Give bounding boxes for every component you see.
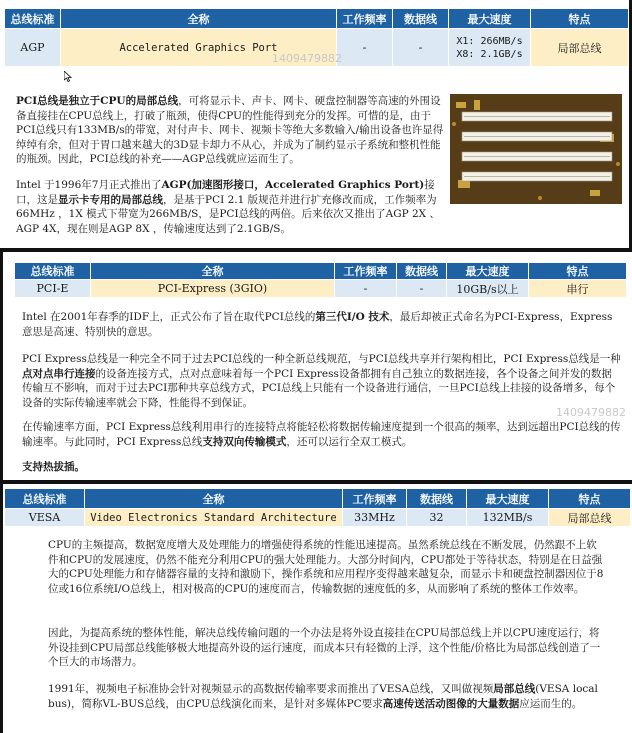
cell-frequency: - — [337, 29, 393, 67]
header-feature: 特点 — [531, 9, 629, 29]
agp-p2-b: AGP(加速图形接口，Accelerated Graphics Port) — [161, 179, 425, 191]
cell-frequency: - — [335, 280, 397, 298]
watermark: 1409479882 — [272, 52, 342, 65]
cell-frequency: 33MHz — [343, 509, 407, 527]
pcie-p1-a: Intel 在2001年春季的IDF上，正式公布了旨在取代PCI总线的 — [22, 311, 316, 323]
cell-data-lines: 32 — [407, 509, 467, 527]
pcie-spec-table — [14, 262, 627, 298]
pcie-panel — [0, 252, 632, 480]
pcie-p1-c: ，最后却被正式命名为PCI-Express，Express 意思是高速、特别快的意思。 — [22, 311, 613, 338]
header-frequency: 工作频率 — [335, 263, 397, 280]
pcie-p2-c: 的设备连接方式，点对点意味着每一个PCI Express设备都拥有自己独立的数据连接，各个设备之间并发的数据传输互不影响，而对于过去PCI那种共享总线方式，PCI总线上只能有一个设备进行通信，一旦PCI总线上挂接的设备增多，每个设备的实际传输速率就会下降，性能得不到保证。 — [22, 367, 616, 409]
header-data-lines: 数据线 — [393, 9, 449, 29]
pcie-p3-b: 支持双向传输模式 — [202, 435, 287, 448]
cell-bus-standard: AGP — [5, 29, 61, 67]
header-frequency: 工作频率 — [337, 9, 393, 29]
header-max-speed: 最大速度 — [447, 263, 529, 280]
agp-p2-a: Intel 于1996年7月正式推出了 — [16, 179, 162, 191]
cell-full-name: Accelerated Graphics Port — [61, 29, 337, 67]
cell-feature: 串行 — [529, 280, 627, 298]
cell-data-lines: - — [393, 29, 449, 67]
header-bus-standard: 总线标准 — [5, 489, 85, 509]
agp-paragraph-1 — [16, 94, 444, 167]
pcie-p1-b: 第三代I/O 技术 — [315, 311, 390, 323]
header-data-lines: 数据线 — [407, 489, 467, 509]
cell-full-name: Video Electronics Standard Architecture — [85, 509, 343, 527]
cell-max-speed: 10GB/s以上 — [447, 280, 529, 298]
header-frequency: 工作频率 — [343, 489, 407, 509]
agp-paragraph-2 — [16, 178, 444, 236]
cell-bus-standard: VESA — [5, 509, 85, 527]
panel-border — [0, 252, 3, 480]
pcie-paragraph-3 — [22, 420, 622, 449]
vesa-p1: CPU的主频提高，数据宽度增大及处理能力的增强使得系统的性能迅速提高。虽然系统总线在不断发展，仍然跟不上软件和CPU的发展速度，仍然不能充分利用CPU的强大处理能力。大部分时间内，CPU都处于等待状态，特别是在日益强大的CPU处理能力和存储器容量的支持和激励下，操作系统和应用程序变得越来越复杂，而显示卡和硬盘控制器因位于8位或16位系统I/O总线上，相对极高的CPU的速度而言，传输数据的速度低的多，从而影响了系统的整体工作效率。 — [48, 539, 604, 595]
vesa-p2: 因此，为提高系统的整体性能，解决总线传输问题的一个办法是将外设直接挂在CPU局部总线上并以CPU速度运行，将外设挂到CPU局部总线能够极大地提高外设的运行速度，而成本只有轻微的上浮，这个性能/价格比为局部总线创造了一个巨大的市场潜力。 — [48, 627, 601, 668]
pcie-p2-a: PCI Express总线是一种完全不同于过去PCI总线的一种全新总线规范，与PCI总线共享并行架构相比，PCI Express总线是一种 — [22, 353, 621, 365]
watermark: 1409479882 — [556, 406, 626, 419]
vesa-p3-b: 局部总线 — [493, 683, 536, 695]
agp-p2-d: 显示卡专用的局部总线 — [58, 193, 163, 206]
pcie-paragraph-1 — [22, 310, 622, 339]
pcie-p3-c: ，还可以运行全双工模式。 — [286, 435, 413, 448]
pcie-p3-a: 在传输速率方面，PCI Express总线利用串行的连接特点将能轻松将数据传输速度提到一个很高的频率，达到远超出PCI总线的传输速率。与此同时，PCI Express总线 — [22, 421, 621, 448]
vesa-p3-a: 1991年，视频电子标准协会针对视频显示的高数据传输率要求而推出了VESA总线，又叫做视频 — [48, 683, 494, 695]
cell-data-lines: - — [397, 280, 447, 298]
speed-x1: X1: 266MB/s — [456, 35, 523, 47]
vesa-paragraph-2 — [48, 626, 604, 670]
agp-p1-text: ，可将显示卡、声卡、网卡、硬盘控制器等高速的外围设备直接挂在CPU总线上，打破了瓶颈，使得CPU的性能得到充分的发挥。可惜的是，由于PCI总线只有133MB/s的带宽，对付声卡、网卡、视频卡等绝大多数输入/输出设备也许显得绰绰有余，但对于胃口越来越大的3D显卡却力不从心，并成为了制约显示子系统和整机性能的瓶颈。因此，PCI总线的补充——AGP总线就应运而生了。 — [16, 95, 444, 165]
cell-full-name: PCI-Express (3GIO) — [91, 280, 335, 298]
cell-max-speed — [449, 29, 531, 67]
agp-p1-bold: PCI总线是独立于CPU的局部总线 — [16, 95, 179, 107]
header-bus-standard: 总线标准 — [15, 263, 91, 280]
pcie-p2-b: 点对点串行连接 — [22, 367, 96, 380]
vesa-p3-d: 高速传送活动图像的大量数据 — [382, 697, 520, 710]
vesa-p3-c: (VESA local bus)，简称VL-BUS总线，由CPU总线演化而来，是针对多媒体PC要求 — [48, 683, 598, 710]
cell-bus-standard: PCI-E — [15, 280, 91, 298]
panel-border — [0, 484, 3, 733]
cell-feature: 局部总线 — [531, 29, 629, 67]
cell-max-speed: 132MB/s — [467, 509, 549, 527]
pcie-paragraph-4 — [22, 460, 622, 475]
header-data-lines: 数据线 — [397, 263, 447, 280]
motherboard-pci-slots-image — [450, 94, 622, 204]
vesa-paragraph-1 — [48, 538, 604, 596]
header-feature: 特点 — [529, 263, 627, 280]
cell-feature: 局部总线 — [549, 509, 631, 527]
header-full-name: 全称 — [61, 9, 337, 29]
vesa-spec-table — [4, 488, 631, 527]
header-bus-standard: 总线标准 — [5, 9, 61, 29]
agp-p2-e: ，是基于PCI 2.1 版规范并进行扩充修改而成，工作频率为66MHz ，1X 模式下带宽为266MB/S，是PCI总线的两倍。后来依次又推出了AGP 2X 、AGP 4X，现在则是AGP 8X ，传输速度达到了2.1GB/S。 — [16, 193, 440, 235]
header-max-speed: 最大速度 — [449, 9, 531, 29]
speed-x8: X8: 2.1GB/s — [456, 48, 523, 60]
vesa-p3-e: 应运而生的。 — [519, 697, 583, 710]
mouse-pointer-icon — [64, 71, 72, 82]
agp-panel — [0, 0, 632, 248]
pcie-p4: 支持热拔插。 — [22, 461, 85, 473]
header-feature: 特点 — [549, 489, 631, 509]
header-max-speed: 最大速度 — [467, 489, 549, 509]
vesa-paragraph-3 — [48, 682, 604, 711]
vesa-panel — [0, 484, 632, 733]
header-full-name: 全称 — [91, 263, 335, 280]
agp-p2-c: 接口，这是 — [16, 179, 435, 206]
header-full-name: 全称 — [85, 489, 343, 509]
pcie-paragraph-2 — [22, 352, 622, 410]
